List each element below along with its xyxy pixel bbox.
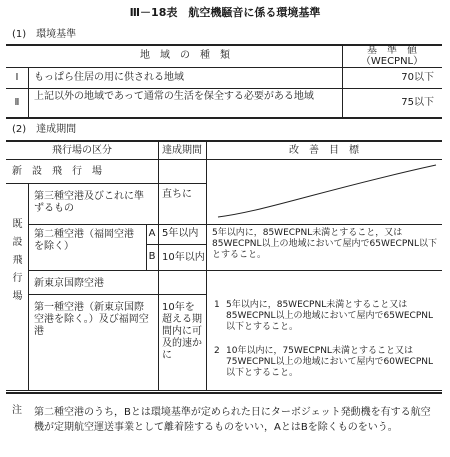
period-five-years: 5年以内: [162, 228, 199, 239]
goal-1-number: 1: [214, 300, 220, 310]
header-unit: （WECPNL）: [360, 56, 424, 67]
note-label: 注: [12, 405, 22, 416]
goal-2-text: 10年以内に，75WECPNL未満とすること又は75WECPNL以上の地域において屋内で60WECPNL以下とすること。: [226, 346, 433, 378]
header-airport-class: 飛行場の区分: [52, 145, 112, 156]
row1-value: 70以下: [401, 72, 434, 83]
class2-b: B: [148, 251, 156, 262]
header-area-type: 地 域 の 種 類: [140, 50, 230, 61]
table-title: Ⅲ－18表 航空機騒音に係る環境基準: [129, 6, 321, 19]
tokyo-airport: 新東京国際空港: [34, 278, 104, 289]
goal-2-number: 2: [214, 346, 220, 356]
row1-desc: もっぱら住居の用に供される地域: [34, 72, 184, 83]
header-goal: 改 善 目 標: [289, 145, 359, 156]
existing-airport-label: 既設飛行場: [10, 218, 21, 308]
improvement-curve: [206, 159, 442, 225]
row2-desc: 上記以外の地域であって通常の生活を保全する必要がある地域: [34, 91, 314, 102]
row1-type: Ⅰ: [15, 72, 19, 83]
header-period: 達成期間: [162, 145, 202, 156]
class2-a: A: [148, 228, 156, 239]
period-immediately: 直ちに: [162, 189, 192, 200]
goal-five-years: 5年以内に，85WECPNL未満とすること，又は85WECPNL以上の地域において屋内で65WECPNL以下とすること。: [212, 228, 437, 260]
header-standard-value: 基 準 値: [367, 45, 417, 56]
period-ten-years: 10年以内: [162, 252, 205, 263]
period-over-ten: 10年を超える期間内に可及的速かに: [162, 302, 202, 361]
goal-1-text: 5年以内に，85WECPNL未満とすること又は85WECPNL以上の地域において屋内で65WECPNL以下とすること。: [226, 300, 433, 332]
new-airport: 新 設 飛 行 場: [12, 166, 102, 177]
note-text: 第二種空港のうち，Bとは環境基準が定められた日にターボジェット発動機を有する航空機が定期航空運送事業として離着陸するものをいい，AとはBを除くものをいう。: [34, 407, 431, 433]
class3-airport: 第三種空港及びこれに準ずるもの: [34, 191, 144, 214]
row2-type: Ⅱ: [14, 97, 20, 108]
section2-heading: (2) 達成期間: [12, 124, 77, 135]
class1-airport: 第一種空港（新東京国際空港を除く。）及び福岡空港: [34, 302, 149, 337]
class2-airport: 第二種空港（福岡空港を除く）: [34, 229, 134, 252]
section1-heading: (1) 環境基準: [12, 29, 77, 40]
row2-value: 75以下: [401, 97, 434, 108]
